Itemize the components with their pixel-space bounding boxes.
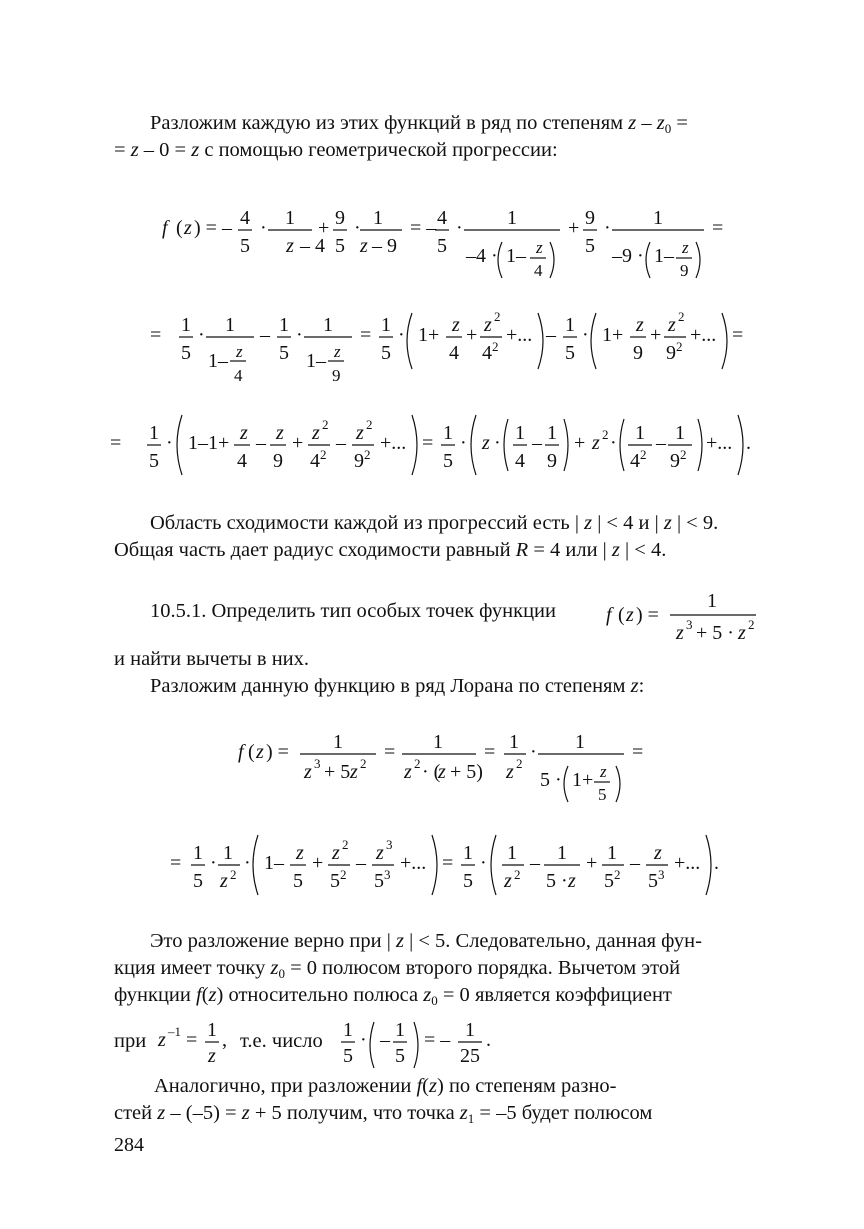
svg-text:.: . (746, 432, 751, 454)
svg-text:9: 9 (585, 207, 595, 229)
svg-text:z: z (506, 761, 514, 783)
svg-text:2: 2 (748, 617, 755, 632)
svg-text:+: + (292, 432, 304, 454)
svg-text:5: 5 (381, 342, 391, 364)
svg-text:z: z (484, 314, 492, 336)
svg-text:5: 5 (181, 342, 191, 364)
svg-text:5: 5 (604, 870, 614, 892)
svg-text:5: 5 (443, 450, 453, 472)
paragraph-3-line-2: кция имеет точку $z_0 = 0$ полюсом второго порядка. Вычетом этой (114, 957, 681, 981)
svg-text:9: 9 (633, 342, 643, 364)
svg-text:+ 5: + 5 (324, 761, 351, 783)
svg-text:–: – (546, 324, 556, 346)
formula-fz-partial-fractions (150, 200, 770, 300)
svg-text:= –: = – (424, 1029, 451, 1051)
svg-text:(: ( (176, 217, 183, 239)
paragraph-3-line-3: функции f(z) относительно полюса $z_0 = 0$ является коэффициент (114, 984, 672, 1008)
svg-text:5: 5 (193, 870, 203, 892)
svg-text:+...: +... (690, 324, 717, 346)
svg-text:z: z (220, 870, 228, 892)
svg-text:+ 5 ·: + 5 · (696, 622, 734, 644)
svg-text:,: , (222, 1029, 227, 1051)
svg-text:9: 9 (332, 366, 341, 385)
svg-text:–: – (356, 852, 366, 874)
svg-text:z: z (452, 314, 460, 336)
svg-text:1: 1 (285, 207, 295, 229)
svg-text:=: = (384, 741, 396, 763)
svg-text:2: 2 (514, 867, 521, 882)
svg-text:5: 5 (565, 342, 575, 364)
paragraph-3-line-4a: при (114, 1030, 147, 1052)
svg-text:+: + (312, 852, 324, 874)
svg-text:+ 5): + 5) (450, 761, 483, 783)
svg-text:=: = (712, 217, 724, 239)
svg-text:2: 2 (360, 756, 367, 771)
svg-text:1: 1 (463, 842, 473, 864)
svg-text:–: – (260, 324, 270, 346)
svg-text:·: · (260, 217, 267, 239)
svg-text:–4 ·: –4 · (466, 245, 498, 267)
formula-series-combined (110, 405, 770, 485)
svg-text:5: 5 (463, 870, 473, 892)
svg-text:=: = (632, 741, 644, 763)
svg-text:4: 4 (310, 450, 320, 472)
svg-text:1: 1 (323, 314, 333, 336)
task-10-5-1-line-2: и найти вычеты в них. (114, 648, 310, 670)
svg-text:1–: 1– (306, 350, 326, 372)
svg-text:1: 1 (507, 207, 517, 229)
svg-text:3: 3 (384, 867, 391, 882)
svg-text:1: 1 (675, 422, 685, 444)
svg-text:1: 1 (507, 842, 517, 864)
svg-text:+...: +... (380, 432, 407, 454)
svg-text:5: 5 (395, 1045, 405, 1067)
svg-text:z: z (404, 761, 412, 783)
svg-text:2: 2 (364, 447, 371, 462)
svg-text:z: z (636, 314, 644, 336)
svg-text:+: + (318, 217, 330, 239)
svg-text:1: 1 (515, 422, 525, 444)
svg-text:·: · (480, 852, 487, 874)
svg-text:+...: +... (506, 324, 533, 346)
svg-text:–: – (380, 1029, 390, 1051)
svg-text:2: 2 (678, 309, 685, 324)
svg-text:1–: 1– (208, 350, 228, 372)
svg-text:1: 1 (193, 842, 203, 864)
svg-text:1: 1 (607, 842, 617, 864)
svg-text:5: 5 (330, 870, 340, 892)
svg-text:z: z (654, 842, 662, 864)
svg-text:z: z (600, 762, 607, 781)
svg-text:5: 5 (343, 1045, 353, 1067)
svg-text:+: + (574, 432, 586, 454)
svg-text:z: z (256, 741, 264, 763)
svg-text:2: 2 (322, 417, 329, 432)
svg-text:+: + (568, 217, 580, 239)
svg-text:+...: +... (674, 852, 701, 874)
svg-text:.: . (714, 852, 719, 874)
svg-text:=: = (170, 852, 182, 874)
svg-text:(: ( (248, 741, 255, 763)
svg-text:=: = (360, 324, 372, 346)
svg-text:2: 2 (602, 427, 609, 442)
svg-text:3: 3 (314, 756, 321, 771)
svg-text:1: 1 (565, 314, 575, 336)
svg-text:·: · (610, 432, 617, 454)
svg-text:+...: +... (400, 852, 427, 874)
svg-text:z: z (296, 842, 304, 864)
svg-text:4: 4 (515, 450, 525, 472)
svg-text:2: 2 (492, 339, 499, 354)
svg-text:1: 1 (557, 842, 567, 864)
svg-text:5: 5 (585, 235, 595, 257)
svg-text:·: · (354, 217, 361, 239)
svg-text:z: z (158, 1029, 166, 1051)
svg-text:1: 1 (653, 207, 663, 229)
svg-text:z: z (332, 842, 340, 864)
svg-text:=: = (150, 324, 162, 346)
svg-text:+: + (586, 852, 598, 874)
svg-text:9: 9 (666, 342, 676, 364)
svg-text:5: 5 (240, 235, 250, 257)
laurent-intro: Разложим данную функцию в ряд Лорана по степеням z: (150, 675, 645, 697)
svg-text:1: 1 (443, 422, 453, 444)
paragraph-4-line-2: стей z – (–5) = z + 5 получим, что точка $z_1 = -5$ будет полюсом (114, 1102, 653, 1126)
svg-text:·: · (198, 324, 205, 346)
formula-laurent-step-2 (170, 825, 730, 905)
svg-text:–9 ·: –9 · (612, 245, 644, 267)
svg-text:5: 5 (279, 342, 289, 364)
svg-text:–: – (336, 432, 346, 454)
svg-text:1: 1 (181, 314, 191, 336)
svg-text:2: 2 (494, 309, 501, 324)
svg-text:z: z (312, 422, 320, 444)
svg-text:·: · (244, 852, 251, 874)
svg-text:·: · (604, 217, 611, 239)
svg-text:·: · (530, 741, 537, 763)
svg-text:1: 1 (465, 1019, 475, 1041)
paragraph-1-line-2: = z – 0 = z с помощью геометрической прогрессии: (114, 139, 558, 161)
svg-text:·: · (460, 432, 467, 454)
svg-text:4: 4 (237, 450, 247, 472)
svg-text:5: 5 (335, 235, 345, 257)
svg-text:1+: 1+ (572, 769, 594, 791)
svg-text:·: · (210, 852, 217, 874)
svg-text:2: 2 (230, 867, 237, 882)
svg-text:·: · (456, 217, 463, 239)
svg-text:1–: 1– (264, 852, 284, 874)
svg-text:4: 4 (437, 207, 447, 229)
svg-text:1: 1 (223, 842, 233, 864)
svg-text:(: ( (618, 604, 625, 626)
svg-text:– 4: – 4 (300, 235, 325, 257)
svg-text:1+: 1+ (602, 324, 624, 346)
svg-text:f: f (606, 604, 612, 626)
svg-text:.: . (486, 1029, 491, 1051)
svg-text:·: · (582, 324, 589, 346)
svg-text:–: – (530, 852, 540, 874)
svg-text:z: z (236, 342, 243, 361)
paragraph-3-line-1: Это разложение верно при | z | < 5. Следовательно, данная фун- (150, 930, 702, 952)
svg-text:=: = (186, 1029, 198, 1051)
svg-text:+: + (650, 324, 662, 346)
svg-text:3: 3 (686, 617, 693, 632)
svg-text:4: 4 (482, 342, 492, 364)
svg-text:·: · (398, 324, 405, 346)
svg-text:z: z (376, 842, 384, 864)
svg-text:9: 9 (335, 207, 345, 229)
svg-text:4: 4 (240, 207, 250, 229)
svg-text:·: · (296, 324, 303, 346)
svg-text:z: z (682, 238, 689, 257)
paragraph-1-line-1: Разложим каждую из этих функций в ряд по степеням z – $z_0$ = (150, 112, 688, 136)
svg-text:z: z (738, 622, 746, 644)
svg-text:f: f (238, 741, 244, 763)
svg-text:z: z (276, 422, 284, 444)
formula-geometric-series (150, 305, 770, 395)
svg-text:2: 2 (366, 417, 373, 432)
svg-text:· (: · ( (422, 761, 441, 783)
svg-text:=: = (442, 852, 454, 874)
svg-text:9: 9 (680, 261, 689, 280)
svg-text:2: 2 (640, 447, 647, 462)
svg-text:1: 1 (547, 422, 557, 444)
svg-text:2: 2 (680, 447, 687, 462)
svg-text:9: 9 (547, 450, 557, 472)
svg-text:=: = (484, 741, 496, 763)
svg-text:z: z (536, 238, 543, 257)
svg-text:z: z (334, 342, 341, 361)
svg-text:1–: 1– (654, 245, 674, 267)
svg-text:z: z (668, 314, 676, 336)
svg-text:1: 1 (509, 731, 519, 753)
svg-text:·: · (166, 432, 173, 454)
svg-text:9: 9 (354, 450, 364, 472)
formula-laurent-step-1 (238, 720, 658, 820)
svg-text:2: 2 (516, 756, 523, 771)
svg-text:–: – (532, 432, 542, 454)
svg-text:1: 1 (575, 731, 585, 753)
svg-text:z: z (208, 1045, 216, 1067)
svg-text:1: 1 (149, 422, 159, 444)
svg-text:=: = (732, 324, 744, 346)
svg-text:4: 4 (449, 342, 459, 364)
page-number: 284 (114, 1134, 144, 1156)
svg-text:f: f (162, 217, 168, 239)
svg-text:5 ·: 5 · (540, 769, 562, 791)
svg-text:1: 1 (343, 1019, 353, 1041)
svg-text:5: 5 (437, 235, 447, 257)
paragraph-3-line-4b: т.е. число (240, 1030, 323, 1052)
svg-text:3: 3 (386, 837, 393, 852)
svg-text:z: z (240, 422, 248, 444)
svg-text:4: 4 (630, 450, 640, 472)
svg-text:4: 4 (234, 366, 243, 385)
svg-text:–1: –1 (168, 1024, 181, 1039)
svg-text:) =: ) = (636, 604, 659, 626)
svg-text:1: 1 (707, 590, 717, 612)
svg-text:2: 2 (342, 837, 349, 852)
svg-text:1: 1 (279, 314, 289, 336)
svg-text:z: z (482, 432, 490, 454)
svg-text:1: 1 (395, 1019, 405, 1041)
svg-text:1: 1 (333, 731, 343, 753)
svg-text:2: 2 (320, 447, 327, 462)
svg-text:+: + (466, 324, 478, 346)
svg-text:) =: ) = (266, 741, 289, 763)
svg-text:2: 2 (676, 339, 683, 354)
svg-text:z: z (676, 622, 684, 644)
svg-text:z: z (184, 217, 192, 239)
svg-text:2: 2 (340, 867, 347, 882)
svg-text:1–1+: 1–1+ (188, 432, 230, 454)
svg-text:1–: 1– (506, 245, 526, 267)
svg-text:z: z (504, 870, 512, 892)
svg-text:) = –: ) = – (194, 217, 232, 239)
svg-text:1: 1 (373, 207, 383, 229)
svg-text:5: 5 (648, 870, 658, 892)
svg-text:z: z (304, 761, 312, 783)
svg-text:z: z (360, 235, 368, 257)
svg-text:= –: = – (410, 217, 437, 239)
svg-text:z: z (356, 422, 364, 444)
svg-text:1: 1 (381, 314, 391, 336)
task-10-5-1-statement: 10.5.1. Определить тип особых точек функции (150, 600, 556, 622)
svg-text:z: z (592, 432, 600, 454)
svg-text:–: – (630, 852, 640, 874)
svg-text:z: z (626, 604, 634, 626)
svg-text:=: = (422, 432, 434, 454)
svg-text:5: 5 (598, 785, 607, 804)
svg-text:z: z (438, 761, 446, 783)
svg-text:– 9: – 9 (372, 235, 397, 257)
svg-text:·: · (360, 1029, 367, 1051)
svg-text:1: 1 (635, 422, 645, 444)
svg-text:1: 1 (225, 314, 235, 336)
svg-text:9: 9 (273, 450, 283, 472)
formula-task-function (600, 585, 770, 645)
paragraph-2-line-1: Область сходимости каждой из прогрессий есть | z | < 4 и | z | < 9. (150, 512, 719, 534)
formula-residue-value (340, 1010, 500, 1070)
paragraph-4-line-1: Аналогично, при разложении f(z) по степеням разно- (154, 1075, 617, 1097)
paragraph-2-line-2: Общая часть дает радиус сходимости равный R = 4 или | z | < 4. (114, 539, 667, 561)
svg-text:2: 2 (614, 867, 621, 882)
svg-text:9: 9 (670, 450, 680, 472)
svg-text:=: = (110, 432, 122, 454)
svg-text:1: 1 (207, 1019, 217, 1041)
svg-text:1: 1 (433, 731, 443, 753)
svg-text:·: · (494, 432, 501, 454)
svg-text:5: 5 (293, 870, 303, 892)
svg-text:z: z (350, 761, 358, 783)
svg-text:z: z (286, 235, 294, 257)
svg-text:+...: +... (706, 432, 733, 454)
svg-text:5: 5 (149, 450, 159, 472)
svg-text:5 ·: 5 · (546, 870, 568, 892)
svg-text:1+: 1+ (418, 324, 440, 346)
svg-text:–: – (256, 432, 266, 454)
svg-text:4: 4 (534, 261, 543, 280)
svg-text:3: 3 (658, 867, 665, 882)
svg-text:2: 2 (414, 756, 421, 771)
svg-text:–: – (656, 432, 666, 454)
formula-residue-coefficient (150, 1010, 240, 1070)
svg-text:z: z (568, 870, 576, 892)
svg-text:25: 25 (460, 1045, 480, 1067)
svg-text:5: 5 (374, 870, 384, 892)
